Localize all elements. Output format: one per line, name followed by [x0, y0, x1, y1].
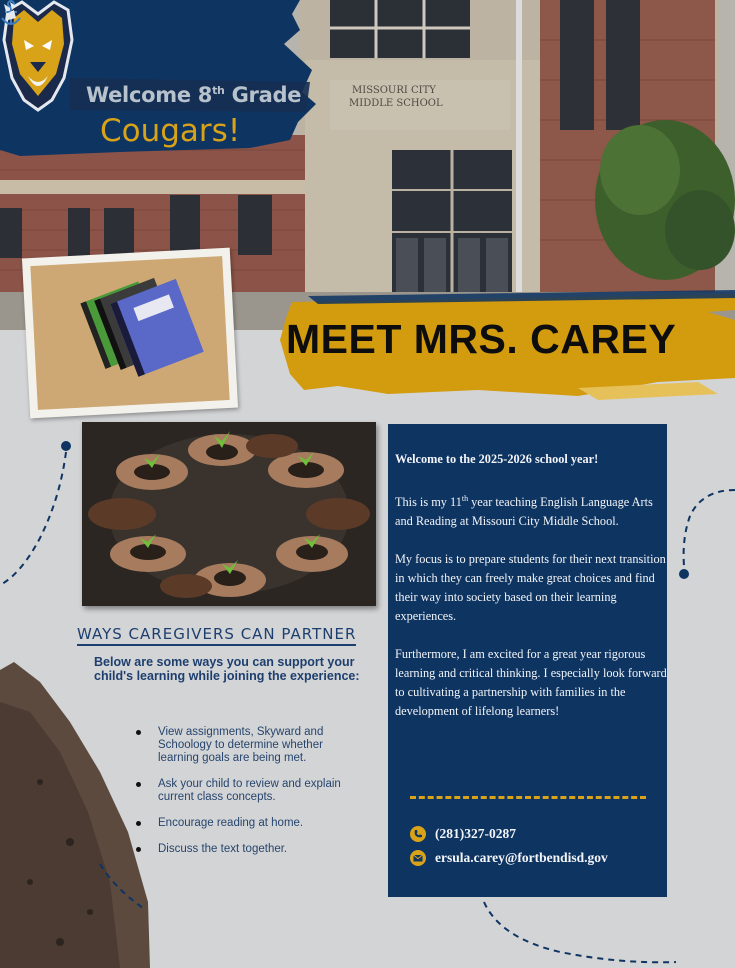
letter-paragraph-1: This is my 11th year teaching English Language Arts and Reading at Missouri City Middle School.: [395, 493, 653, 528]
ways-heading: WAYS CAREGIVERS CAN PARTNER: [77, 625, 356, 646]
school-sign-line1: MISSOURI CITY: [352, 85, 436, 96]
welcome-heading: Welcome 8th Grade: [86, 83, 302, 107]
page-title: MEET MRS. CAREY: [286, 316, 677, 362]
list-item: Ask your child to review and explain current class concepts.: [136, 778, 356, 804]
ways-intro: Below are some ways you can support your child's learning while joining the experience:: [94, 655, 360, 683]
tips-list: [136, 726, 356, 869]
school-sign-line2: MIDDLE SCHOOL: [349, 98, 443, 109]
welcome-banner: [0, 0, 318, 160]
phone-number[interactable]: (281)327-0287: [435, 826, 516, 841]
hands-seedlings-photo: [82, 422, 376, 606]
divider: [410, 796, 646, 799]
email-contact[interactable]: [410, 848, 608, 867]
letter-greeting: Welcome to the 2025-2026 school year!: [395, 452, 599, 466]
list-item: Encourage reading at home.: [136, 817, 356, 830]
paw-icon: [0, 0, 20, 22]
cougars-heading: Cougars!: [100, 113, 241, 149]
rock-decoration: [0, 662, 150, 968]
email-icon: [410, 850, 426, 866]
list-item: View assignments, Skyward and Schoology to determine whether learning goals are being met.: [136, 726, 356, 765]
list-item: Discuss the text together.: [136, 843, 356, 856]
letter-paragraph-2: My focus is to prepare students for their next transition in which they can freely make great choices and find their way into society based on their learning experiences.: [395, 552, 666, 623]
email-address[interactable]: ersula.carey@fortbendisd.gov: [435, 850, 608, 865]
dashed-curve-bottom: [480, 898, 680, 968]
dashed-curve-right: [672, 486, 735, 582]
notebooks-photo: [22, 248, 238, 419]
letter-panel: [388, 424, 667, 897]
phone-contact[interactable]: [410, 824, 516, 843]
phone-icon: [410, 826, 426, 842]
letter-paragraph-3: Furthermore, I am excited for a great year rigorous learning and critical thinking. I especially look forward to cultivating a partnership with families in the development of lifelong learners!: [395, 647, 667, 718]
dashed-curve-left: [0, 438, 80, 598]
